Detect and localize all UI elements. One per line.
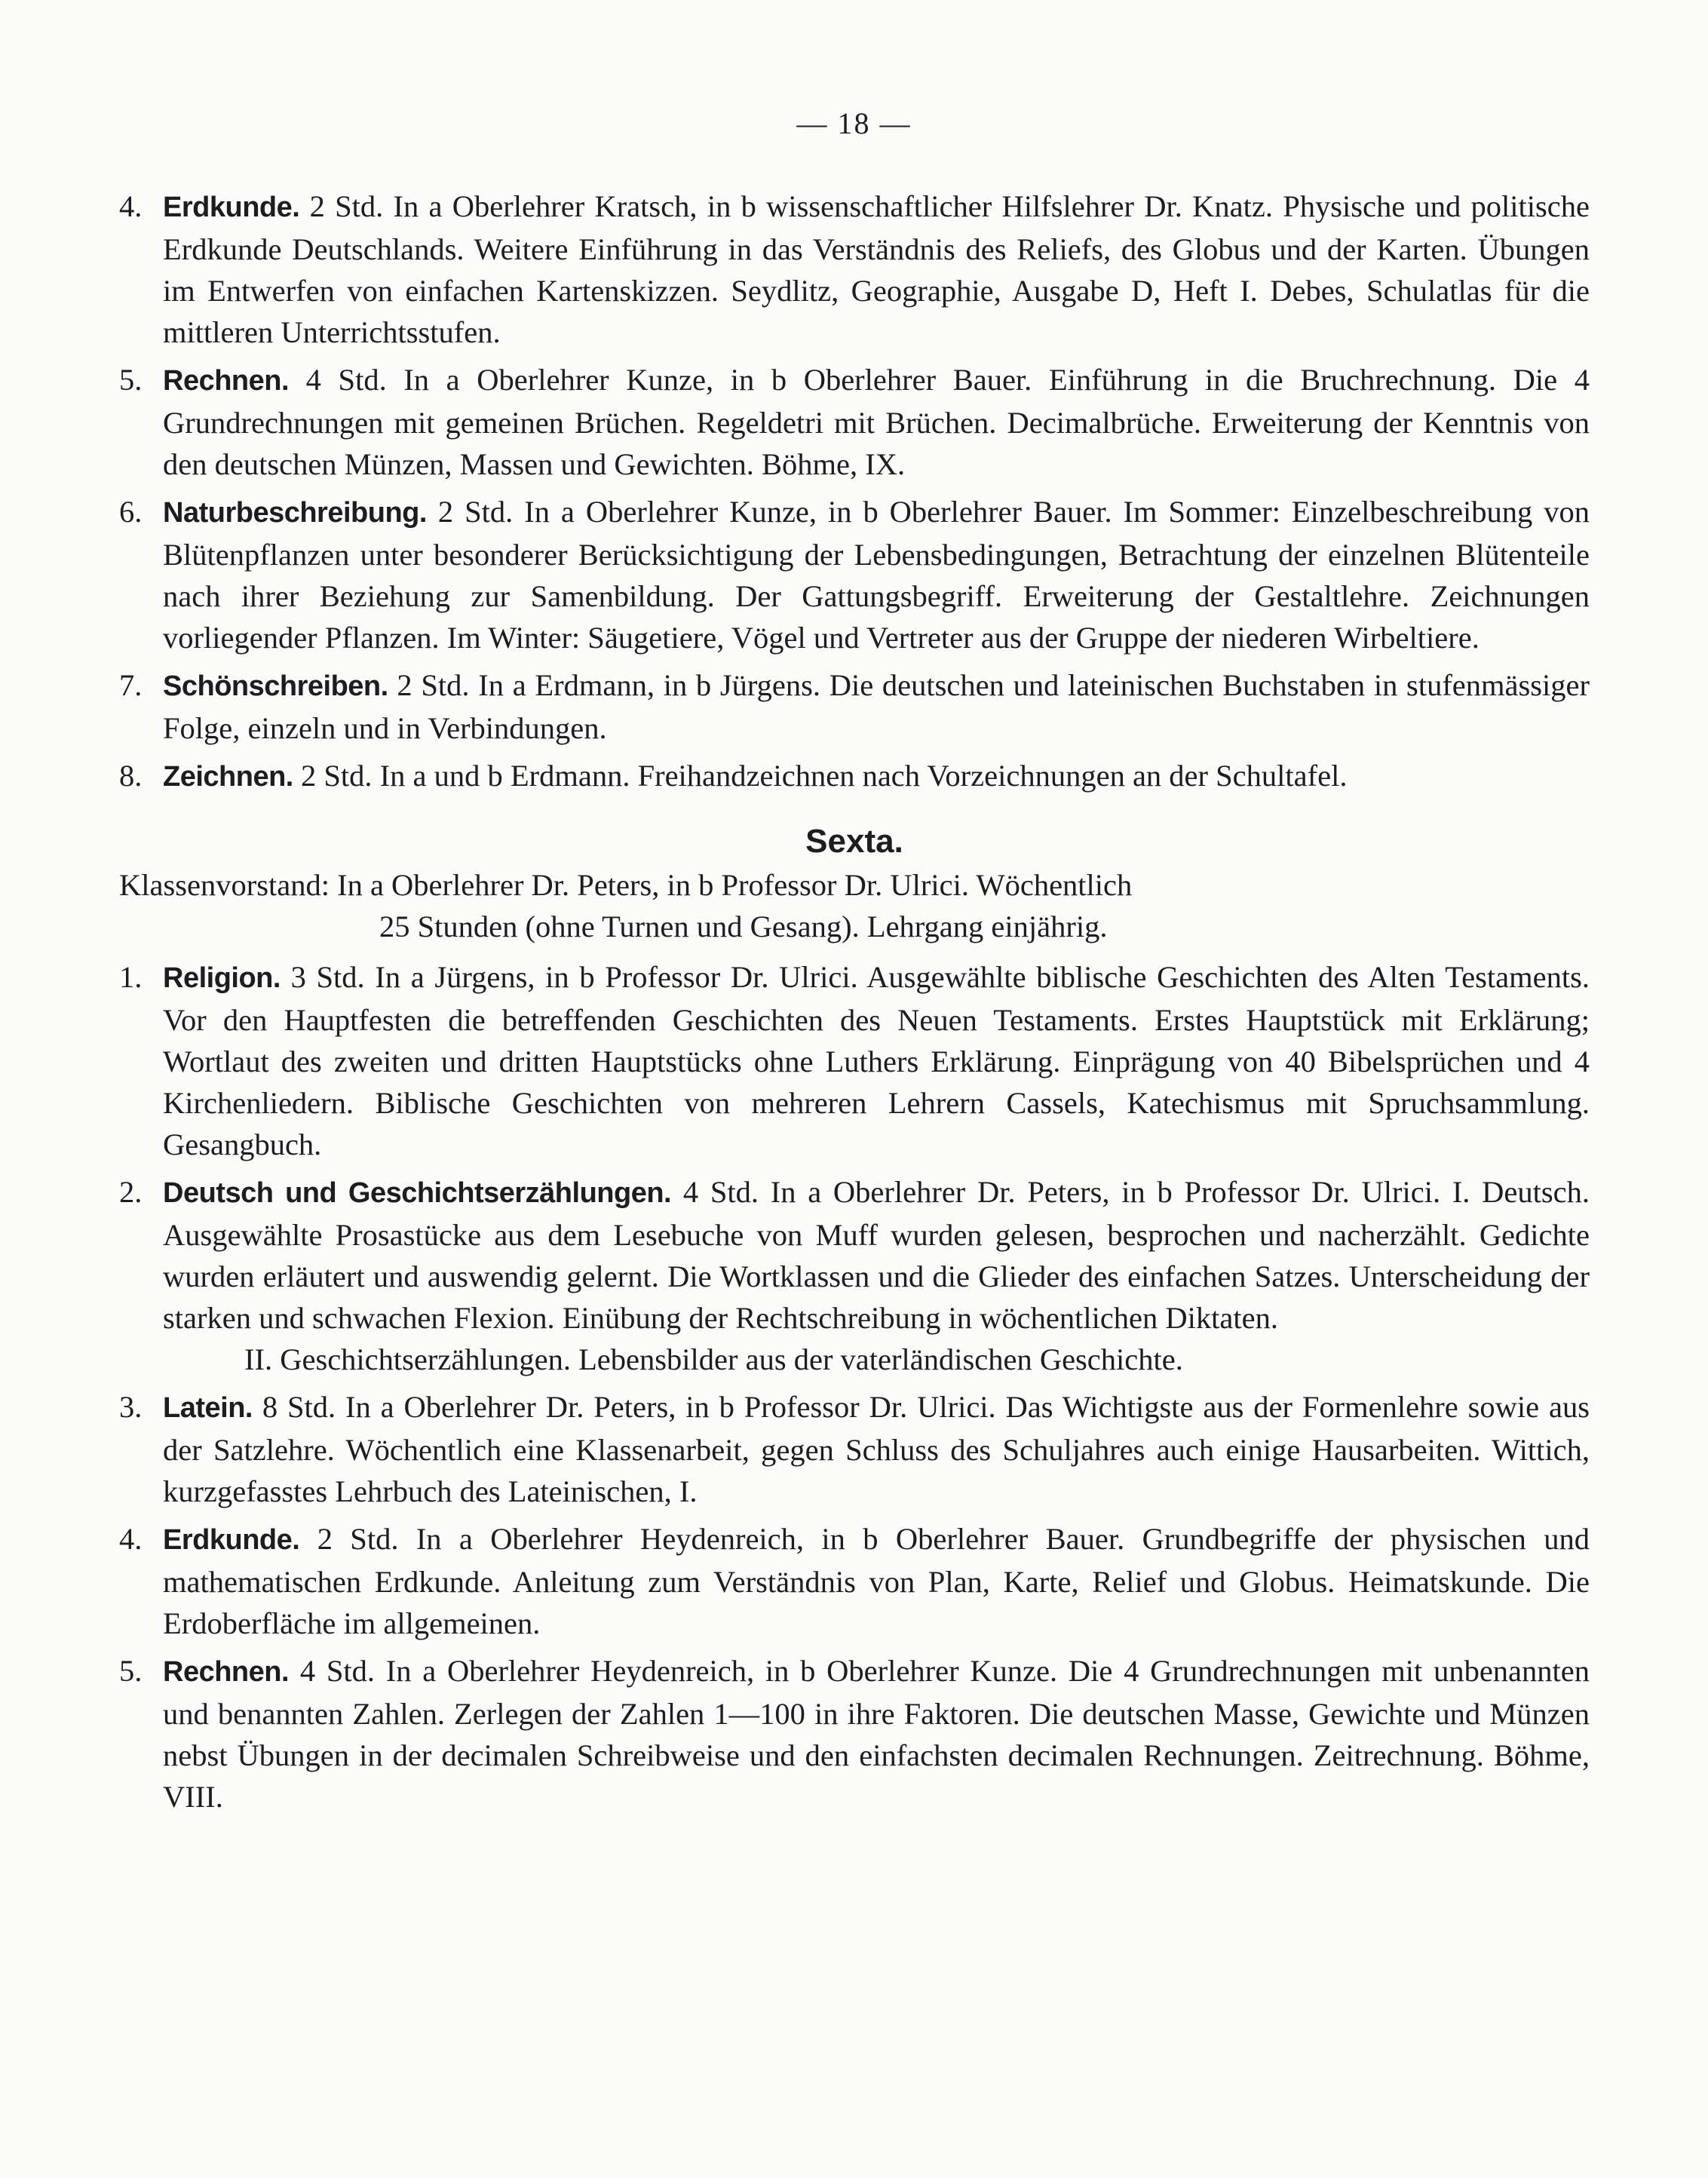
- entry-text: 4 Std. In a Oberlehrer Dr. Peters, in b Professor Dr. Ulrici. I. Deutsch. Ausgewählte Prosastücke aus dem Lesebuche von Muff wurden gelesen, besprochen und nacherzählt. Gedichte wurden erläutert und auswendig gelernt. Die Wortklassen und die Glieder des einfachen Satzes. Unterscheidung der starken und schwachen Flexion. Einübung der Rechtschreibung in wöchentlichen Diktaten.: [163, 1175, 1590, 1335]
- entry-number: 6.: [119, 495, 143, 529]
- entry-text: 2 Std. In a Erdmann, in b Jürgens. Die deutschen und lateinischen Buchstaben in stufenmässiger Folge, einzeln und in Verbindungen.: [163, 668, 1590, 745]
- entry-text: 4 Std. In a Oberlehrer Kunze, in b Oberlehrer Bauer. Einführung in die Bruchrechnung. Die 4 Grundrechnungen mit gemeinen Brüchen. Regeldetri mit Brüchen. Decimalbrüche. Erweiterung der Kenntnis von den deutschen Münzen, Massen und Gewichten. Böhme, IX.: [163, 363, 1590, 481]
- entry-text: 2 Std. In a Oberlehrer Heydenreich, in b Oberlehrer Bauer. Grundbegriffe der physischen und mathematischen Erdkunde. Anleitung zum Verständnis von Plan, Karte, Relief und Globus. Heimatskunde. Die Erdoberfläche im allgemeinen.: [163, 1522, 1590, 1640]
- subject-entry: [119, 186, 1590, 353]
- entry-subtext: II. Geschichtserzählungen. Lebensbilder aus der vaterländischen Geschichte.: [244, 1342, 1183, 1376]
- entry-text: 2 Std. In a Oberlehrer Kunze, in b Oberlehrer Bauer. Im Sommer: Einzelbeschreibung von Blütenpflanzen unter besonderer Berücksichtigung der Lebensbedingungen, Betrachtung der einzelnen Blütenteile nach ihrer Beziehung zur Samenbildung. Der Gattungsbegriff. Erweiterung der Gestaltlehre. Zeichnungen vorliegender Pflanzen. Im Winter: Säugetiere, Vögel und Vertreter aus der Gruppe der niederen Wirbeltiere.: [163, 495, 1590, 655]
- entry-text: 3 Std. In a Jürgens, in b Professor Dr. Ulrici. Ausgewählte biblische Geschichten des Alten Testaments. Vor den Hauptfesten die betreffenden Geschichten des Neuen Testaments. Erstes Hauptstück mit Erklärung; Wortlaut des zweiten und dritten Hauptstücks ohne Luthers Erklärung. Einprägung von 40 Bibelsprüchen und 4 Kirchenliedern. Biblische Geschichten von mehreren Lehrern Cassels, Katechismus mit Spruchsammlung. Gesangbuch.: [163, 960, 1590, 1161]
- klassenvorstand-line2: 25 Stunden (ohne Turnen und Gesang). Lehrgang einjährig.: [379, 910, 1108, 943]
- entry-subject: Rechnen.: [163, 365, 290, 397]
- subject-entry: [119, 664, 1590, 749]
- subject-entry: [119, 1650, 1590, 1818]
- entry-number: 3.: [119, 1390, 143, 1424]
- subject-entry: [119, 491, 1590, 658]
- entry-subject: Naturbeschreibung.: [163, 497, 427, 529]
- klassenvorstand: [119, 864, 1590, 947]
- klassenvorstand-line1: Klassenvorstand: In a Oberlehrer Dr. Peters, in b Professor Dr. Ulrici. Wöchentlich: [119, 868, 1133, 902]
- entry-number: 7.: [119, 668, 143, 702]
- subject-entry: [119, 1386, 1590, 1512]
- subject-entry: [119, 956, 1590, 1165]
- entry-subject: Zeichnen.: [163, 761, 293, 793]
- entry-number: 1.: [119, 960, 143, 994]
- subject-entry: [119, 1171, 1590, 1380]
- page-number: — 18 —: [796, 106, 912, 140]
- entry-subject: Latein.: [163, 1392, 253, 1424]
- entry-subject: Deutsch und Geschichtserzählungen.: [163, 1177, 672, 1209]
- entry-subject: Erdkunde.: [163, 1524, 300, 1556]
- entry-subject: Rechnen.: [163, 1656, 290, 1688]
- entry-text: 8 Std. In a Oberlehrer Dr. Peters, in b Professor Dr. Ulrici. Das Wichtigste aus der Formenlehre sowie aus der Satzlehre. Wöchentlich eine Klassenarbeit, gegen Schluss des Schuljahres auch einige Hausarbeiten. Wittich, kurzgefasstes Lehrbuch des Lateinischen, I.: [163, 1390, 1590, 1508]
- entry-subject: Erdkunde.: [163, 192, 300, 223]
- lower-entries: [119, 956, 1590, 1818]
- subject-entry: [119, 359, 1590, 485]
- entry-text: 2 Std. In a Oberlehrer Kratsch, in b wissenschaftlicher Hilfslehrer Dr. Knatz. Physische und politische Erdkunde Deutschlands. Weitere Einführung in das Verständnis des Reliefs, des Globus und der Karten. Übungen im Entwerfen von einfachen Kartenskizzen. Seydlitz, Geographie, Ausgabe D, Heft I. Debes, Schulatlas für die mittleren Unterrichtsstufen.: [163, 189, 1590, 349]
- page-content: [119, 186, 1590, 1824]
- entry-number: 5.: [119, 363, 143, 397]
- entry-number: 2.: [119, 1175, 143, 1209]
- section-title: Sexta.: [805, 823, 903, 860]
- entry-subject: Schönschreiben.: [163, 670, 388, 702]
- subject-entry: [119, 755, 1590, 798]
- entry-number: 4.: [119, 189, 143, 223]
- subject-entry: [119, 1518, 1590, 1644]
- upper-entries: [119, 186, 1590, 798]
- entry-number: 4.: [119, 1522, 143, 1556]
- entry-subject: Religion.: [163, 962, 281, 994]
- entry-text: 4 Std. In a Oberlehrer Heydenreich, in b Oberlehrer Kunze. Die 4 Grundrechnungen mit unbenannten und benannten Zahlen. Zerlegen der Zahlen 1—100 in ihre Faktoren. Die deutschen Masse, Gewichte und Münzen nebst Übungen in der decimalen Schreibweise und den einfachsten decimalen Rechnungen. Zeitrechnung. Böhme, VIII.: [163, 1654, 1590, 1814]
- entry-text: 2 Std. In a und b Erdmann. Freihandzeichnen nach Vorzeichnungen an der Schultafel.: [301, 759, 1348, 793]
- entry-number: 8.: [119, 759, 143, 793]
- entry-number: 5.: [119, 1654, 143, 1688]
